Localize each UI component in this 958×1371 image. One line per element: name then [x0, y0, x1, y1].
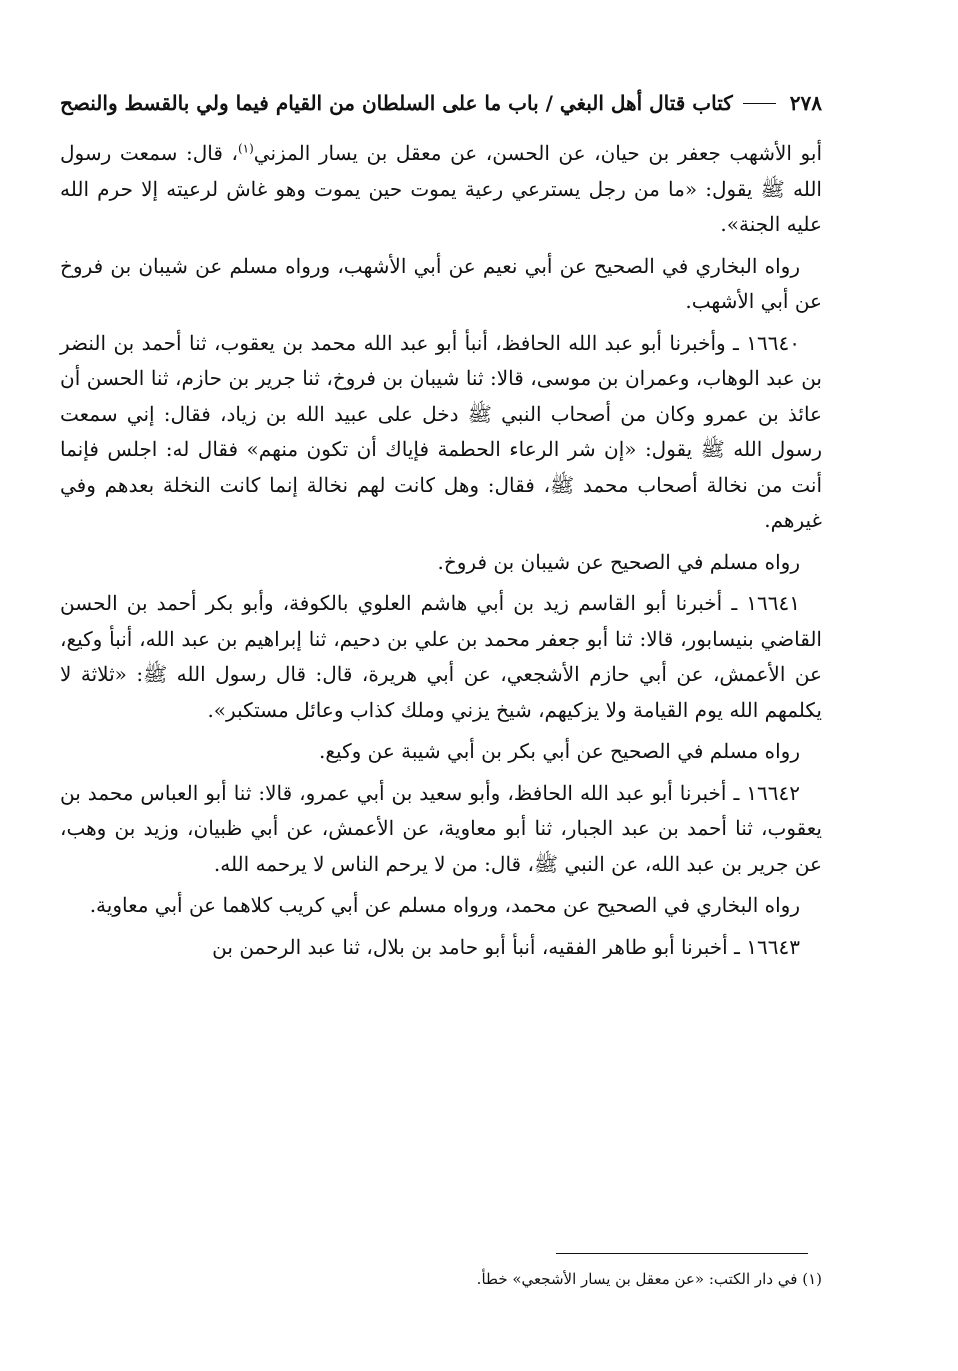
page-number: ٢٧٨ [789, 91, 822, 115]
paragraph-text: ، قال: سمعت رسول الله ﷺ يقول: «ما من رجل يسترعي رعية يموت حين يموت وهو غاش لرعيته إلا حرم الله عليه الجنة». [60, 141, 822, 236]
paragraph: رواه مسلم في الصحيح عن شيبان بن فروخ. [437, 549, 800, 574]
footnote-marker: (١) [237, 141, 254, 156]
paragraph [60, 136, 822, 243]
header-title: كتاب قتال أهل البغي / باب ما على السلطان من القيام فيما ولي بالقسط والنصح [60, 91, 733, 115]
paragraph: ١٦٦٤١ ـ أخبرنا أبو القاسم زيد بن أبي هاشم العلوي بالكوفة، وأبو بكر أحمد بن الحسن القاضي بنيسابور، قالا: ثنا أبو جعفر محمد بن علي بن دحيم، ثنا إبراهيم بن عبد الله، أنبأ وكيع، عن الأعمش، عن أبي حازم الأشجعي، عن أبي هريرة، قال: قال رسول الله ﷺ: «ثلاثة لا يكلمهم الله يوم القيامة ولا يزكيهم، شيخ يزني وملك كذاب وعائل مستكبر». [60, 591, 822, 722]
page-body [60, 136, 822, 971]
footnote: (١) في دار الكتب: «عن معقل بن يسار الأشجعي» خطأ. [476, 1270, 822, 1288]
paragraph: رواه البخاري في الصحيح عن أبي نعيم عن أبي الأشهب، ورواه مسلم عن شيبان بن فروخ عن أبي الأشهب. [60, 253, 822, 313]
paragraph: رواه مسلم في الصحيح عن أبي بكر بن أبي شيبة عن وكيع. [319, 739, 800, 763]
paragraph: رواه البخاري في الصحيح عن محمد، ورواه مسلم عن أبي كريب كلاهما عن أبي معاوية. [89, 893, 800, 917]
paragraph: ١٦٦٤٣ ـ أخبرنا أبو طاهر الفقيه، أنبأ أبو حامد بن بلال، ثنا عبد الرحمن بن [212, 934, 800, 959]
running-header [60, 86, 822, 120]
paragraph: ١٦٦٤٢ ـ أخبرنا أبو عبد الله الحافظ، وأبو سعيد بن أبي عمرو، قالا: ثنا أبو العباس محمد بن يعقوب، ثنا أحمد بن عبد الجبار، ثنا أبو معاوية، عن الأعمش، عن أبي ظبيان، وزيد بن وهب، عن جرير بن عبد الله، عن النبي ﷺ، قال: من لا يرحم الناس لا يرحمه الله. [60, 780, 822, 876]
paragraph: ١٦٦٤٠ ـ وأخبرنا أبو عبد الله الحافظ، أنبأ أبو عبد الله محمد بن يعقوب، ثنا أحمد بن النضر بن عبد الوهاب، وعمران بن موسى، قالا: ثنا شيبان بن فروخ، ثنا جرير بن حازم، ثنا الحسن أن عائذ بن عمرو وكان من أصحاب النبي ﷺ دخل على عبيد الله بن زياد، فقال: إني سمعت رسول الله ﷺ يقول: «إن شر الرعاء الحطمة فإياك أن تكون منهم» فقال له: اجلس فإنما أنت من نخالة أصحاب محمد ﷺ، فقال: وهل كانت لهم نخالة إنما كانت النخلة بعدهم وفي غيرهم. [60, 330, 822, 532]
paragraph-text: أبو الأشهب جعفر بن حيان، عن الحسن، عن معقل بن يسار المزني [253, 141, 823, 165]
header-dash [743, 103, 776, 104]
footnote-separator [556, 1253, 808, 1254]
